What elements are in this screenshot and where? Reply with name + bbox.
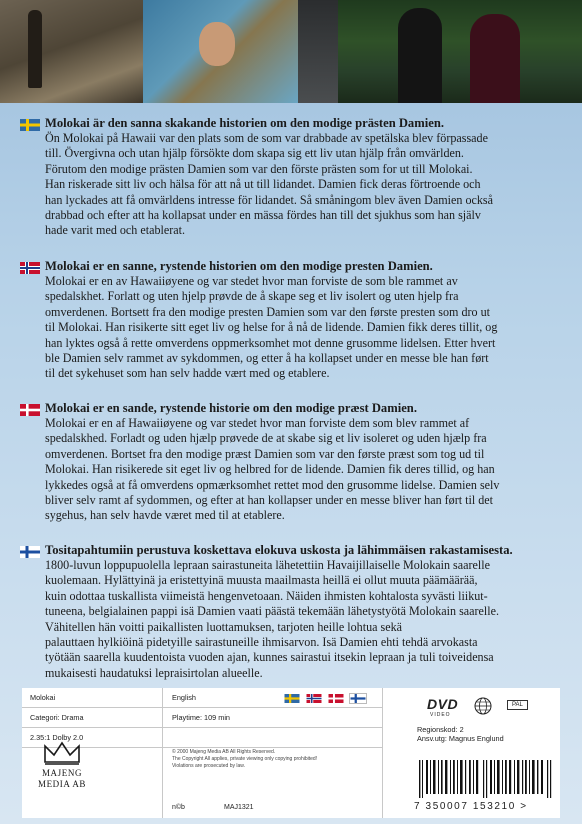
text-line: til Molokai. Han risikerte sitt eget liv og helse for å nå de lidende. Damien fikk deres tillit, og bbox=[45, 320, 498, 335]
text-line: bliver selv ramt af sydommen, og efter at han kollapser under en messe bliver han ført til det bbox=[45, 493, 494, 508]
info-row-title bbox=[22, 688, 382, 708]
barcode-number: 7 350007 153210 > bbox=[414, 801, 528, 812]
body-swedish bbox=[45, 131, 566, 239]
crown-icon bbox=[41, 740, 83, 766]
film-still-dark-gap bbox=[298, 0, 338, 103]
text-line: han lyckades att få omvärldens intresse för lidandet. Så småningom blev även Damien också bbox=[45, 192, 494, 207]
film-still-clergy bbox=[338, 0, 582, 103]
dvd-video-label: VIDEO bbox=[430, 712, 451, 718]
finnish-flag-icon bbox=[20, 546, 40, 558]
distributor: Ansv.utg: Magnus Englund bbox=[417, 734, 504, 743]
film-still-hospital bbox=[0, 0, 143, 103]
text-line: drabbad och efter att ha kollapsat under en mässa fördes han till det sjukhus som han själv bbox=[45, 208, 481, 223]
mini-danish-flag-icon bbox=[328, 694, 344, 703]
text-line: 1800-luvun loppupuolella lepraan sairastuneita lähetettiin Havaijillaiselle Molokain saarelle bbox=[45, 558, 490, 572]
copyright-line: Violations are prosecuted by law. bbox=[172, 763, 246, 769]
text-line: til det sykehuset som han selv hadde vært med og etablere. bbox=[45, 366, 330, 381]
film-stills-strip bbox=[0, 0, 582, 103]
norwegian-flag-icon bbox=[20, 262, 40, 274]
info-title: Molokai bbox=[30, 693, 56, 702]
catalog-number: MAJ1321 bbox=[224, 804, 254, 811]
logo-line-1: MAJENG bbox=[41, 768, 83, 778]
mini-norwegian-flag-icon bbox=[306, 694, 322, 703]
film-still-man-closeup bbox=[143, 0, 298, 103]
info-divider bbox=[162, 688, 163, 818]
text-line: spedalskhet. Forlatt og uten hjelp prøvde de å skape seg et liv isolert og uten hjelp fra bbox=[45, 289, 459, 304]
text-line: sygehus, han selv havde været med til at etablere. bbox=[45, 508, 285, 523]
info-format: 2.35:1 Dolby 2.0 bbox=[30, 733, 84, 742]
danish-flag-icon bbox=[20, 404, 40, 416]
info-language: English bbox=[172, 693, 196, 702]
text-line: till. Övergivna och utan hjälp försökte dom skapa sig ett liv utan hjälp från omvärlden. bbox=[45, 146, 464, 161]
section-swedish bbox=[20, 116, 566, 239]
text-line: työtään saarella kuudentoista vuoden ajan, kunnes sairastui itsekin lepraan ja tuli toiveidensa bbox=[45, 650, 494, 665]
text-line: Molokai er en af Hawaiiøyene og var stedet hvor man forviste dem som blev rammet af bbox=[45, 416, 470, 430]
logo-line-2: MEDIA AB bbox=[37, 779, 87, 789]
text-line: Han riskerade sitt liv och hälsa för att nå ut till lidandet. Damien fick deras förtroende och bbox=[45, 177, 481, 192]
text-line: omverdenen. Bortset fra den modige præst Damien som var den første præst som tog ud til bbox=[45, 446, 485, 461]
globe-icon bbox=[474, 697, 492, 715]
text-line: tuneena, belgialainen pappi isä Damien vaati päästä tekemään lähetystyötä Molokain saarelle. bbox=[45, 604, 500, 619]
region-code: Regionskod: 2 bbox=[417, 725, 464, 734]
section-norwegian bbox=[20, 259, 566, 382]
majeng-logo bbox=[37, 740, 87, 790]
text-line: kuolemaan. Hylättyinä ja eristettyinä muusta maailmasta heillä ei ollut muuta päämäärää, bbox=[45, 573, 478, 588]
info-row-category bbox=[22, 708, 382, 728]
heading-danish: Molokai er en sande, rystende historie om den modige præst Damien. bbox=[45, 401, 417, 415]
text-line: Molokai. Han risikerede sit eget liv og helbred for de lidende. Damien fik deres tillid, og han bbox=[45, 462, 495, 477]
heading-norwegian: Molokai er en sanne, rystende historien om den modige presten Damien. bbox=[45, 259, 433, 273]
text-line: kuin odottaa tuskallista viimeistä hengenvetoaan. Näiden ihmisten kohtalosta syvästi liikut- bbox=[45, 588, 488, 603]
section-finnish bbox=[20, 543, 566, 681]
mini-finnish-flag-icon bbox=[350, 694, 366, 703]
info-category: Categori: Drama bbox=[30, 713, 84, 722]
body-norwegian bbox=[45, 274, 566, 382]
rating-mark: n©b bbox=[172, 804, 185, 811]
text-line: Molokai er en av Hawaiiøyene og var stedet hvor man forviste de som ble rammet av bbox=[45, 274, 458, 288]
text-line: lykkedes også at få omverdens opmærksomhet rettet mod den grusomme lidelse. Damien selv bbox=[45, 477, 500, 492]
text-line: han lyktes også å rette omverdens oppmerksomhet mot denne grusomme lidelsen. Etter hvert bbox=[45, 335, 496, 350]
info-divider bbox=[382, 688, 383, 818]
text-line: spedalskhed. Forladt og uden hjælp prøvede de at skabe sig et liv isoleret og uden hjælp fra bbox=[45, 431, 487, 446]
barcode bbox=[417, 760, 555, 798]
pal-badge: PAL bbox=[507, 700, 528, 710]
info-playtime: Playtime: 109 min bbox=[172, 713, 230, 722]
body-finnish bbox=[45, 558, 566, 681]
section-danish bbox=[20, 401, 566, 524]
text-line: Vähitellen hän voitti paikallisten luottamuksen, tarjoten heille lohtua sekä bbox=[45, 619, 403, 634]
text-line: Ön Molokai på Hawaii var den plats som de som var drabbade av spetälska blev förpassade bbox=[45, 131, 488, 145]
text-line: mukaisesti haudatuksi lepraisirtolan alueelle. bbox=[45, 665, 263, 680]
mini-swedish-flag-icon bbox=[284, 694, 300, 703]
text-line: ble Damien selv rammet av sykdommen, og etter å ha kollapset under en messe ble han ført bbox=[45, 351, 489, 366]
text-line: hade varit med och etablerat. bbox=[45, 223, 186, 238]
dvd-logo: DVD bbox=[427, 696, 459, 712]
info-bar bbox=[22, 688, 560, 818]
text-line: palauttaen hylkiöinä pidetyille sairastuneille ihmisarvon. Isä Damien ehti tehdä arvokasta bbox=[45, 635, 478, 650]
heading-finnish: Tositapahtumiin perustuva koskettava elokuva uskosta ja lähimmäisen rakastamisesta. bbox=[45, 543, 513, 557]
swedish-flag-icon bbox=[20, 119, 40, 131]
copyright-line: The Copyright All applies, private viewing only copying prohibited! bbox=[172, 756, 318, 762]
heading-swedish: Molokai är den sanna skakande historien om den modige prästen Damien. bbox=[45, 116, 444, 130]
body-danish bbox=[45, 416, 566, 524]
text-line: omverdenen. Bortsett fra den modige presten Damien som var den første presten som dro ut bbox=[45, 304, 490, 319]
copyright-line: © 2000 Majeng Media AB All Rights Reserved. bbox=[172, 749, 276, 755]
text-line: Förutom den modige prästen Damien som var den förste prästen som for ut till Molokai. bbox=[45, 161, 473, 176]
